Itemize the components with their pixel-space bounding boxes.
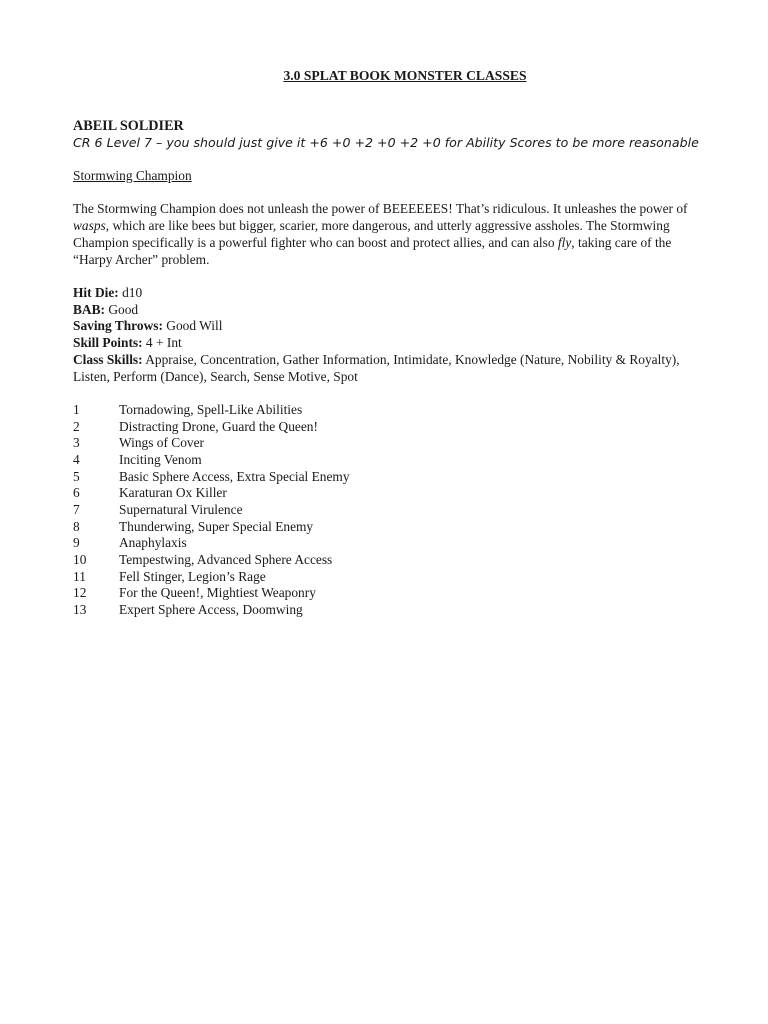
level-progression-list [73, 402, 713, 619]
stat-value: Appraise, Concentration, Gather Information, Intimidate, Knowledge (Nature, Nobility & Royalty), Listen, Perform (Dance), Search, Sense Motive, Spot [73, 351, 680, 384]
stat-skill-points [73, 335, 713, 352]
level-features: Basic Sphere Access, Extra Special Enemy [119, 468, 350, 484]
stat-label: BAB: [73, 301, 105, 317]
stat-hit-die [73, 285, 713, 302]
stat-label: Hit Die: [73, 284, 119, 300]
stat-saving-throws [73, 318, 713, 335]
level-features: For the Queen!, Mightiest Weaponry [119, 585, 316, 601]
level-features: Supernatural Virulence [119, 502, 243, 518]
level-features: Wings of Cover [119, 435, 204, 451]
intro-text: , which are like bees but bigger, scarier, more dangerous, and utterly aggressive assholes. The Stormwing Champion specifically is a powerful fighter who can boost and protect allies, and can also [73, 218, 670, 250]
level-number: 8 [73, 518, 80, 534]
level-features: Anaphylaxis [119, 535, 187, 551]
document-title: 3.0 SPLAT BOOK MONSTER CLASSES [283, 68, 527, 83]
level-features: Fell Stinger, Legion’s Rage [119, 568, 266, 584]
intro-emphasis: fly [557, 234, 572, 250]
stat-bab [73, 302, 713, 319]
level-number: 3 [73, 435, 80, 451]
level-features: Distracting Drone, Guard the Queen! [119, 418, 318, 434]
level-number: 11 [73, 568, 86, 584]
stat-block [73, 285, 713, 385]
spacer [73, 151, 713, 168]
level-number: 5 [73, 468, 80, 484]
stat-label: Saving Throws: [73, 318, 163, 334]
list-item [73, 585, 713, 602]
level-number: 6 [73, 485, 80, 501]
level-number: 1 [73, 401, 80, 417]
level-number: 9 [73, 535, 80, 551]
stat-value: 4 + Int [142, 335, 182, 351]
stat-label: Skill Points: [73, 335, 143, 351]
list-item [73, 419, 713, 436]
stat-value: d10 [118, 284, 143, 300]
document-page [73, 68, 713, 619]
level-number: 4 [73, 451, 80, 467]
spacer [73, 185, 713, 202]
list-item [73, 602, 713, 619]
list-item [73, 502, 713, 519]
intro-emphasis: wasps [73, 218, 106, 234]
stat-class-skills [73, 352, 713, 385]
list-item [73, 435, 713, 452]
list-item [73, 452, 713, 469]
level-features: Tempestwing, Advanced Sphere Access [119, 552, 333, 568]
cr-line: CR 6 Level 7 – you should just give it +6 +0 +2 +0 +2 +0 for Ability Scores to be more reasonable [73, 134, 699, 150]
stat-value: Good [105, 301, 139, 317]
spacer [73, 268, 713, 285]
stat-label: Class Skills: [73, 351, 143, 367]
spacer [73, 85, 713, 118]
list-item [73, 485, 713, 502]
spacer [73, 385, 713, 402]
level-number: 10 [73, 552, 87, 568]
list-item [73, 535, 713, 552]
class-name-heading: Stormwing Champion [73, 168, 192, 184]
level-features: Inciting Venom [119, 451, 202, 467]
list-item [73, 402, 713, 419]
list-item [73, 519, 713, 536]
stat-value: Good Will [162, 318, 223, 334]
list-item [73, 569, 713, 586]
list-item [73, 552, 713, 569]
level-features: Expert Sphere Access, Doomwing [119, 602, 303, 618]
level-features: Thunderwing, Super Special Enemy [119, 518, 314, 534]
intro-paragraph [73, 201, 703, 268]
level-number: 13 [73, 602, 87, 618]
level-features: Tornadowing, Spell-Like Abilities [119, 401, 303, 417]
level-features: Karaturan Ox Killer [119, 485, 227, 501]
intro-text: The Stormwing Champion does not unleash the power of BEEEEEES! That’s ridiculous. It unleashes the power of [73, 201, 688, 217]
level-number: 2 [73, 418, 80, 434]
intro-text: , taking care of the “Harpy Archer” problem. [73, 234, 672, 267]
list-item [73, 469, 713, 486]
level-number: 12 [73, 585, 87, 601]
level-number: 7 [73, 502, 80, 518]
entry-title: ABEIL SOLDIER [73, 118, 184, 134]
